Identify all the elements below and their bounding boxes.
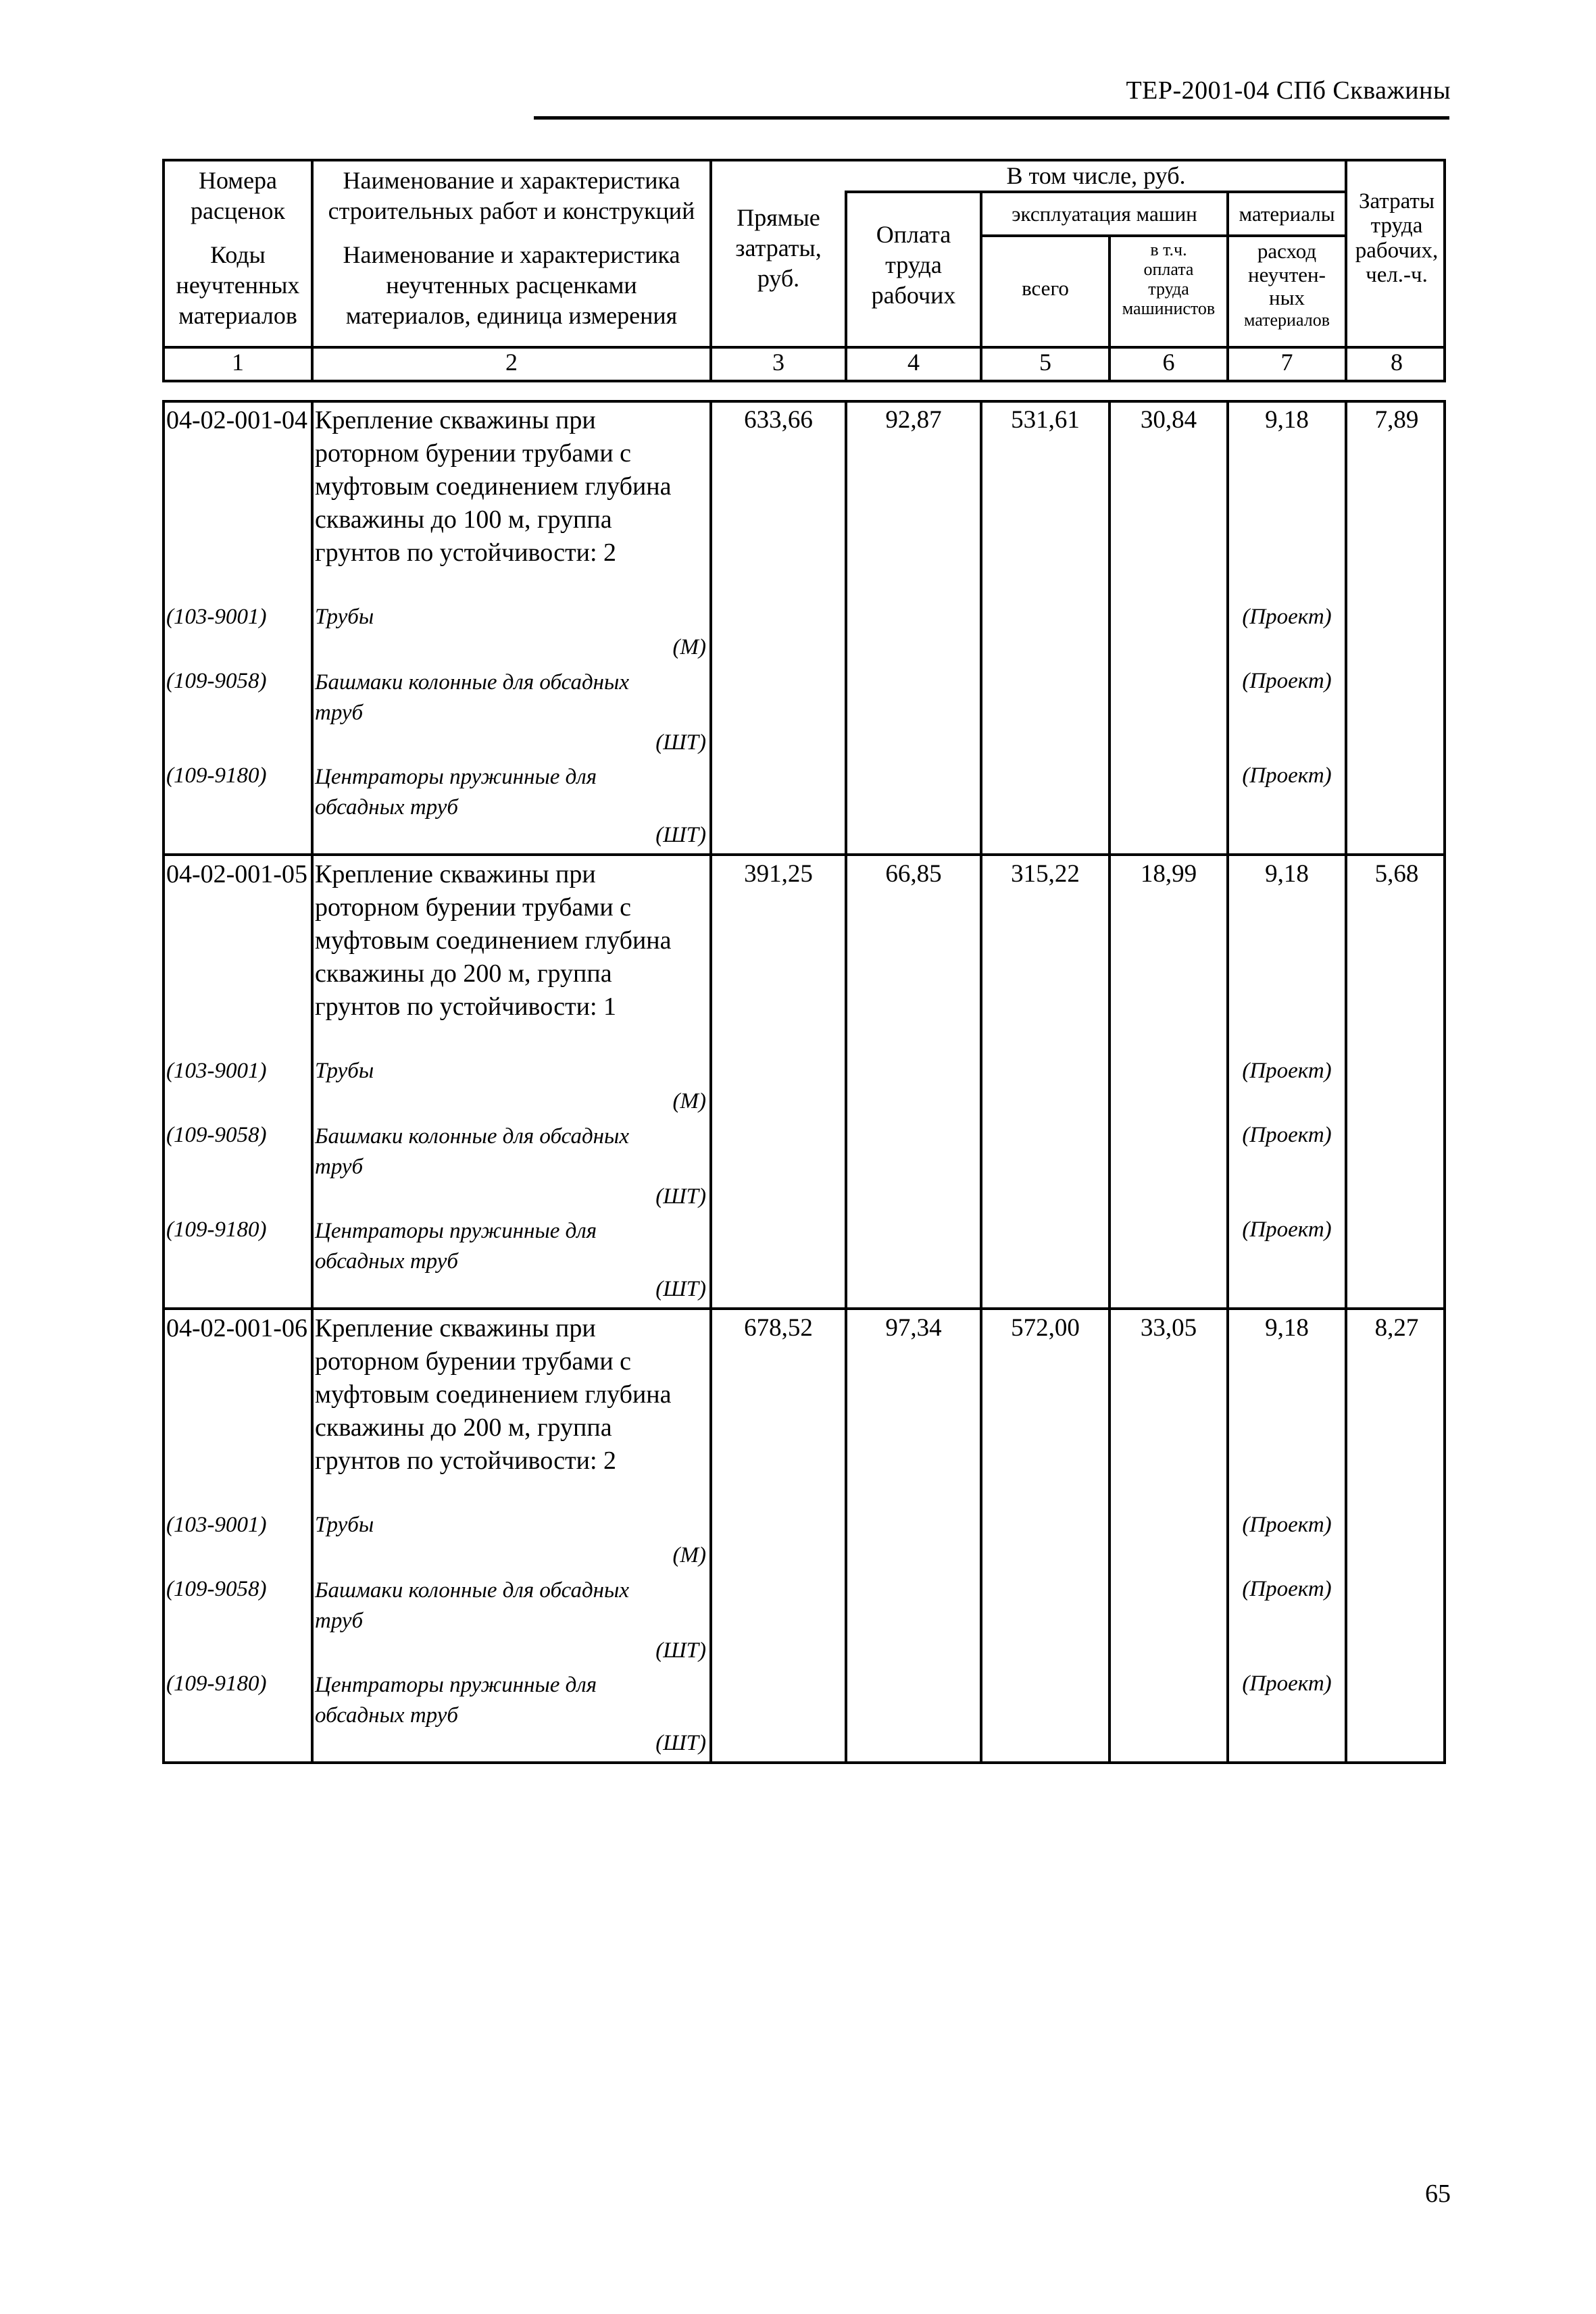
col-number: 1 [232, 349, 244, 376]
labor-pay: 92,87 [885, 406, 942, 434]
col2-heading: Наименование и характеристика строительных работ и конструкций [328, 167, 695, 224]
material-code: (109-9058) [166, 669, 267, 693]
material-code: (103-9001) [166, 1059, 267, 1083]
material-value: (Проект) [1242, 1059, 1332, 1083]
col2-subheading: Наименование и характеристика неучтенных расценками материалов, единица измерения [343, 241, 680, 329]
material-value: (Проект) [1242, 1513, 1332, 1537]
material-value: (Проект) [1242, 763, 1332, 788]
direct-costs: 391,25 [744, 860, 813, 888]
body-top-border [162, 400, 1446, 403]
col4-heading: Оплата труда рабочих [871, 221, 956, 309]
material-name: Трубы [315, 605, 374, 629]
document-title: ТЕР-2001-04 СПб Скважины [1126, 76, 1451, 105]
rate-code: 04-02-001-05 [166, 860, 307, 888]
direct-costs: 633,66 [744, 406, 813, 434]
material-name: Центраторы пружинные для обсадных труб [315, 1219, 597, 1274]
direct-costs: 678,52 [744, 1314, 813, 1342]
labor-hours: 8,27 [1374, 1314, 1419, 1342]
col6-heading: в т.ч. оплата труда машинистов [1122, 240, 1216, 319]
material-name: Башмаки колонные для обсадных труб [315, 670, 630, 725]
col-number: 7 [1280, 349, 1293, 376]
material-name: Центраторы пружинные для обсадных труб [315, 1673, 597, 1728]
labor-pay: 97,34 [885, 1314, 942, 1342]
material-code: (109-9180) [166, 763, 267, 788]
header-bottom-border [162, 380, 1446, 382]
col-number: 5 [1039, 349, 1051, 376]
materials-cost: 9,18 [1265, 406, 1309, 434]
labor-pay: 66,85 [885, 860, 942, 888]
body-vline [709, 400, 712, 1764]
material-unit: (ШТ) [655, 1277, 706, 1301]
work-description: Крепление скважины при роторном бурении трубами с муфтовым соединением глубина скважины до 200 м, группа грунтов по устойчивости: 2 [315, 1314, 672, 1475]
row-separator [162, 853, 1446, 856]
col8-heading: Затраты труда рабочих, чел.-ч. [1355, 189, 1439, 287]
body-vline [1108, 400, 1111, 1764]
body-vline [845, 400, 847, 1764]
material-code: (109-9058) [166, 1123, 267, 1147]
material-unit: (ШТ) [655, 730, 706, 755]
material-unit: (ШТ) [655, 823, 706, 847]
col-number: 8 [1391, 349, 1403, 376]
col-number: 3 [772, 349, 784, 376]
material-name: Центраторы пружинные для обсадных труб [315, 765, 597, 820]
col5-heading: всего [1022, 276, 1069, 300]
material-value: (Проект) [1242, 1671, 1332, 1696]
machines-total: 315,22 [1011, 860, 1080, 888]
machinists-pay: 33,05 [1140, 1314, 1197, 1342]
machines-heading: эксплуатация машин [1012, 202, 1197, 226]
material-name: Башмаки колонные для обсадных труб [315, 1124, 630, 1179]
body-vline [1345, 400, 1347, 1764]
material-code: (109-9180) [166, 1217, 267, 1242]
col-number: 4 [907, 349, 920, 376]
body-bottom-border [162, 1761, 1446, 1764]
labor-hours: 7,89 [1374, 406, 1419, 434]
col1-subheading: Коды неучтенных материалов [176, 241, 300, 329]
material-unit: (ШТ) [655, 1184, 706, 1209]
material-name: Трубы [315, 1513, 374, 1537]
body-vline [1443, 400, 1446, 1764]
material-unit: (ШТ) [655, 1638, 706, 1663]
col-number: 6 [1162, 349, 1175, 376]
body-vline [980, 400, 982, 1764]
col-number: 2 [505, 349, 518, 376]
machines-total: 572,00 [1011, 1314, 1080, 1342]
machinists-pay: 30,84 [1140, 406, 1197, 434]
material-unit: (М) [672, 1089, 706, 1113]
work-description: Крепление скважины при роторном бурении трубами с муфтовым соединением глубина скважины до 200 м, группа грунтов по устойчивости: 1 [315, 860, 672, 1021]
subgroup-underline [980, 234, 1345, 237]
col1-heading: Номера расценок [191, 167, 285, 224]
page-number: 65 [1425, 2180, 1451, 2208]
body-vline [311, 400, 314, 1764]
materials-cost: 9,18 [1265, 1314, 1309, 1342]
rate-code: 04-02-001-04 [166, 406, 307, 434]
material-value: (Проект) [1242, 669, 1332, 693]
col3-heading: Прямые затраты, руб. [735, 204, 822, 292]
col7-heading: расход неучтен- ных материалов [1244, 239, 1330, 330]
material-code: (109-9180) [166, 1671, 267, 1696]
header-rule [534, 116, 1449, 120]
materials-heading: материалы [1239, 202, 1335, 226]
rate-code: 04-02-001-06 [166, 1314, 307, 1342]
material-unit: (М) [672, 635, 706, 659]
material-name: Трубы [315, 1059, 374, 1083]
material-code: (103-9001) [166, 1513, 267, 1537]
group-heading: В том числе, руб. [1006, 162, 1186, 189]
material-unit: (М) [672, 1543, 706, 1567]
material-value: (Проект) [1242, 1217, 1332, 1242]
machinists-pay: 18,99 [1140, 860, 1197, 888]
row-separator [162, 1307, 1446, 1310]
work-description: Крепление скважины при роторном бурении трубами с муфтовым соединением глубина скважины до 100 м, группа грунтов по устойчивости: 2 [315, 406, 672, 567]
material-value: (Проект) [1242, 1123, 1332, 1147]
material-code: (103-9001) [166, 605, 267, 629]
machines-total: 531,61 [1011, 406, 1080, 434]
labor-hours: 5,68 [1374, 860, 1419, 888]
material-code: (109-9058) [166, 1577, 267, 1601]
materials-cost: 9,18 [1265, 860, 1309, 888]
material-value: (Проект) [1242, 605, 1332, 629]
body-vline [162, 400, 165, 1764]
material-value: (Проект) [1242, 1577, 1332, 1601]
material-name: Башмаки колонные для обсадных труб [315, 1578, 630, 1633]
material-unit: (ШТ) [655, 1731, 706, 1755]
